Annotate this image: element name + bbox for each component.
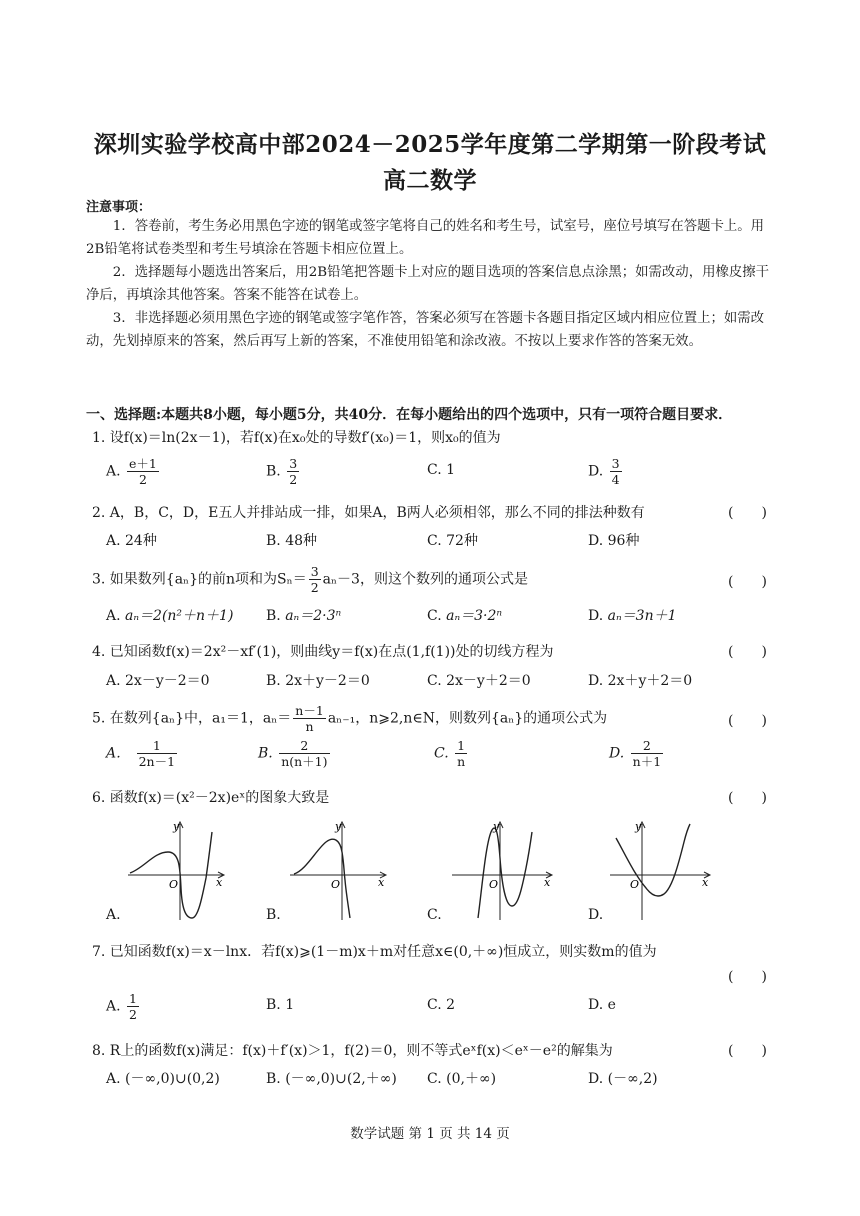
stem-text: 5. 在数列{aₙ}中，a₁＝1，aₙ＝ — [92, 710, 292, 727]
q4-option-c — [427, 670, 531, 690]
q7-option-a — [106, 991, 141, 1022]
fraction — [631, 738, 664, 769]
question-2-stem: 2. A，B，C，D，E五人并排站成一排，如果A，B两人必须相邻，那么不同的排法种数有 — [92, 505, 645, 521]
fraction — [309, 564, 321, 595]
option-label: D. — [588, 673, 604, 689]
y-axis-label: y — [173, 820, 180, 833]
option-label: B. — [266, 997, 281, 1013]
fraction-den: 2n－1 — [138, 754, 176, 769]
q3-option-d — [588, 605, 677, 625]
q8-option-c — [427, 1068, 496, 1088]
question-1-stem: 1. 设f(x)＝ln(2x－1)，若f(x)在x₀处的导数f′(x₀)＝1，则x₀的值为 — [92, 430, 501, 446]
option-text: 2x－y－2＝0 — [125, 673, 210, 689]
option-label: B. — [266, 673, 281, 689]
q1-option-d — [588, 456, 624, 487]
graph-option-d — [606, 818, 716, 924]
q3-option-b — [266, 605, 341, 625]
y-axis-label: y — [635, 820, 642, 833]
question-5-stem — [92, 703, 607, 734]
notice-item: 1．答卷前，考生务必用黑色字迹的钢笔或签字笔将自己的姓名和考生号，试室号，座位号填写在答题卡上。用2B铅笔将试卷类型和考生号填涂在答题卡相应位置上。 — [86, 219, 765, 257]
fraction-den: n(n＋1) — [281, 754, 328, 769]
origin-label: O — [331, 878, 341, 891]
fraction-num: 3 — [310, 564, 319, 579]
fraction — [279, 738, 329, 769]
option-label: D. — [609, 745, 625, 762]
notice-heading: 注意事项： — [86, 200, 152, 215]
q7-option-b — [266, 997, 294, 1013]
q5-option-b — [258, 738, 332, 769]
fraction-num: e＋1 — [129, 456, 157, 471]
fraction-num: n－1 — [295, 703, 324, 718]
option-text: 96种 — [607, 533, 640, 549]
answer-parentheses: ( ) — [728, 790, 767, 806]
q8-option-d — [588, 1068, 658, 1088]
q5-option-c — [434, 738, 469, 769]
option-label: B. — [266, 608, 281, 624]
q4-option-a — [106, 670, 210, 690]
q8-option-a — [106, 1068, 220, 1088]
option-text: aₙ＝3·2ⁿ — [446, 608, 503, 624]
option-label: C. — [427, 533, 442, 549]
option-label: C. — [427, 997, 442, 1013]
x-axis-label: x — [544, 876, 551, 889]
fraction — [287, 456, 299, 487]
fraction-num: 2 — [279, 738, 329, 754]
q4-option-b — [266, 670, 370, 690]
q6-option-c: C. — [427, 907, 442, 923]
fraction-den: 2 — [310, 580, 319, 595]
option-text: 1 — [285, 997, 295, 1013]
exam-subtitle: 高二数学 — [383, 167, 477, 194]
option-text: 24种 — [125, 533, 157, 549]
origin-label: O — [489, 878, 499, 891]
fraction-den: 4 — [611, 472, 620, 487]
option-text: 2x＋y－2＝0 — [285, 673, 370, 689]
answer-parentheses: ( ) — [728, 969, 767, 985]
fraction-num: 3 — [289, 456, 298, 471]
section-heading: 一、选择题:本题共8小题，每小题5分，共40分．在每小题给出的四个选项中，只有一项符合题目要求． — [86, 407, 733, 423]
option-label: A. — [106, 463, 121, 480]
notice-item: 2．选择题每小题选出答案后，用2B铅笔把答题卡上对应的题目选项的答案信息点涂黑；如需改动，用橡皮擦干净后，再填涂其他答案。答案不能答在试卷上。 — [86, 265, 770, 303]
y-axis-label: y — [493, 820, 500, 833]
option-label: C. — [427, 462, 442, 478]
option-text: 72种 — [446, 533, 478, 549]
fraction-num: 1 — [137, 738, 177, 754]
notice-item: 3．非选择题必须用黑色字迹的钢笔或签字笔作答，答案必须写在答题卡各题目指定区域内相应位置上；如需改动，先划掉原来的答案，然后再写上新的答案，不准使用铅笔和涂改液。不按以上要求作答的答案无效。 — [86, 311, 765, 349]
fraction — [293, 703, 326, 734]
fraction-num: 1 — [129, 991, 137, 1006]
exam-title: 深圳实验学校高中部2024－2025学年度第二学期第一阶段考试 — [93, 131, 767, 158]
q8-option-b — [266, 1068, 397, 1088]
fraction-den: 2 — [129, 1007, 137, 1022]
option-label: A. — [106, 533, 121, 549]
option-text: aₙ＝3n＋1 — [607, 608, 677, 624]
q6-option-d: D. — [588, 907, 604, 923]
question-6-stem: 6. 函数f(x)＝(x²－2x)eˣ的图象大致是 — [92, 790, 330, 806]
q6-option-a: A. — [106, 907, 121, 923]
answer-parentheses: ( ) — [728, 574, 767, 590]
x-axis-label: x — [216, 876, 223, 889]
fraction — [127, 456, 159, 487]
graph-option-b — [282, 818, 392, 924]
q2-option-c — [427, 530, 478, 550]
fraction-den: 2 — [138, 472, 147, 487]
q1-option-b — [266, 456, 301, 487]
fraction-den: n — [305, 719, 314, 734]
fraction-den: n — [457, 754, 466, 769]
option-label: C. — [427, 673, 442, 689]
answer-parentheses: ( ) — [728, 505, 767, 521]
option-label: B. — [258, 745, 273, 762]
option-text: 1 — [446, 462, 456, 478]
option-text: (－∞,0)∪(2,＋∞) — [285, 1071, 397, 1087]
q2-option-b — [266, 530, 317, 550]
y-axis-label: y — [335, 820, 342, 833]
question-7-stem: 7. 已知函数f(x)＝x－lnx．若f(x)⩾(1－m)x＋m对任意x∈(0,＋∞)恒成立，则实数m的值为 — [92, 944, 657, 960]
fraction — [137, 738, 177, 769]
q2-option-a — [106, 530, 157, 550]
question-3-stem — [92, 564, 528, 595]
function-curve — [616, 824, 690, 896]
option-label: A. — [106, 608, 121, 624]
x-axis-label: x — [378, 876, 385, 889]
fraction — [455, 738, 467, 769]
option-label: D. — [588, 997, 604, 1013]
graph-option-a — [120, 818, 230, 924]
q2-option-d — [588, 530, 639, 550]
page-footer: 数学试题 第 1 页 共 14 页 — [350, 1126, 510, 1142]
option-text: 2x＋y＋2＝0 — [607, 673, 693, 689]
fraction-den: 2 — [289, 472, 298, 487]
fraction-num: 3 — [611, 456, 620, 471]
stem-text: aₙ₋₁，n⩾2,n∈N，则数列{aₙ}的通项公式为 — [327, 710, 608, 727]
option-label: B. — [266, 1071, 281, 1087]
stem-text: 3. 如果数列{aₙ}的前n项和为Sₙ＝ — [92, 571, 307, 588]
option-text: aₙ＝2(n²＋n＋1) — [125, 608, 234, 624]
question-4-stem: 4. 已知函数f(x)＝2x²－xf′(1)，则曲线y＝f(x)在点(1,f(1))处的切线方程为 — [92, 644, 554, 660]
x-axis-label: x — [702, 876, 709, 889]
option-label: D. — [588, 608, 604, 624]
option-text: (－∞,2) — [607, 1071, 658, 1087]
fraction — [610, 456, 622, 487]
option-label: A. — [106, 673, 121, 689]
option-text: aₙ＝2·3ⁿ — [285, 608, 342, 624]
option-label: A． — [106, 745, 131, 762]
option-label: C. — [434, 745, 449, 762]
q6-option-b: B. — [266, 907, 281, 923]
q3-option-c — [427, 605, 502, 625]
option-label: D. — [588, 463, 604, 480]
origin-label: O — [630, 878, 640, 891]
option-label: D. — [588, 1071, 604, 1087]
answer-parentheses: ( ) — [728, 644, 767, 660]
option-text: e — [607, 997, 616, 1013]
option-label: C. — [427, 1071, 442, 1087]
stem-text: aₙ－3，则这个数列的通项公式是 — [322, 571, 528, 588]
fraction-den: n＋1 — [632, 754, 662, 769]
option-label: B. — [266, 533, 281, 549]
q3-option-a — [106, 605, 233, 625]
option-text: 48种 — [285, 533, 318, 549]
q5-option-a — [106, 738, 179, 769]
option-label: C. — [427, 608, 442, 624]
question-8-stem: 8. R上的函数f(x)满足：f(x)＋f′(x)＞1，f(2)＝0，则不等式eˣf(x)＜eˣ－e²的解集为 — [92, 1043, 613, 1059]
q7-option-d — [588, 997, 616, 1013]
fraction-num: 1 — [455, 738, 467, 754]
option-text: 2 — [446, 997, 456, 1013]
graph-option-c — [448, 818, 558, 924]
fraction-num: 2 — [631, 738, 664, 754]
option-label: D. — [588, 533, 604, 549]
option-label: B. — [266, 463, 281, 480]
q1-option-a — [106, 456, 161, 487]
origin-label: O — [169, 878, 179, 891]
option-label: A. — [106, 1071, 121, 1087]
function-curve — [478, 828, 532, 918]
q7-option-c — [427, 997, 455, 1013]
q1-option-c — [427, 462, 455, 478]
fraction — [127, 991, 139, 1022]
option-text: (－∞,0)∪(0,2) — [125, 1071, 220, 1087]
answer-parentheses: ( ) — [728, 713, 767, 729]
q4-option-d — [588, 670, 692, 690]
q5-option-d — [609, 738, 665, 769]
option-label: A. — [106, 998, 121, 1015]
answer-parentheses: ( ) — [728, 1043, 767, 1059]
option-text: 2x－y＋2＝0 — [446, 673, 531, 689]
option-text: (0,＋∞) — [446, 1071, 497, 1087]
